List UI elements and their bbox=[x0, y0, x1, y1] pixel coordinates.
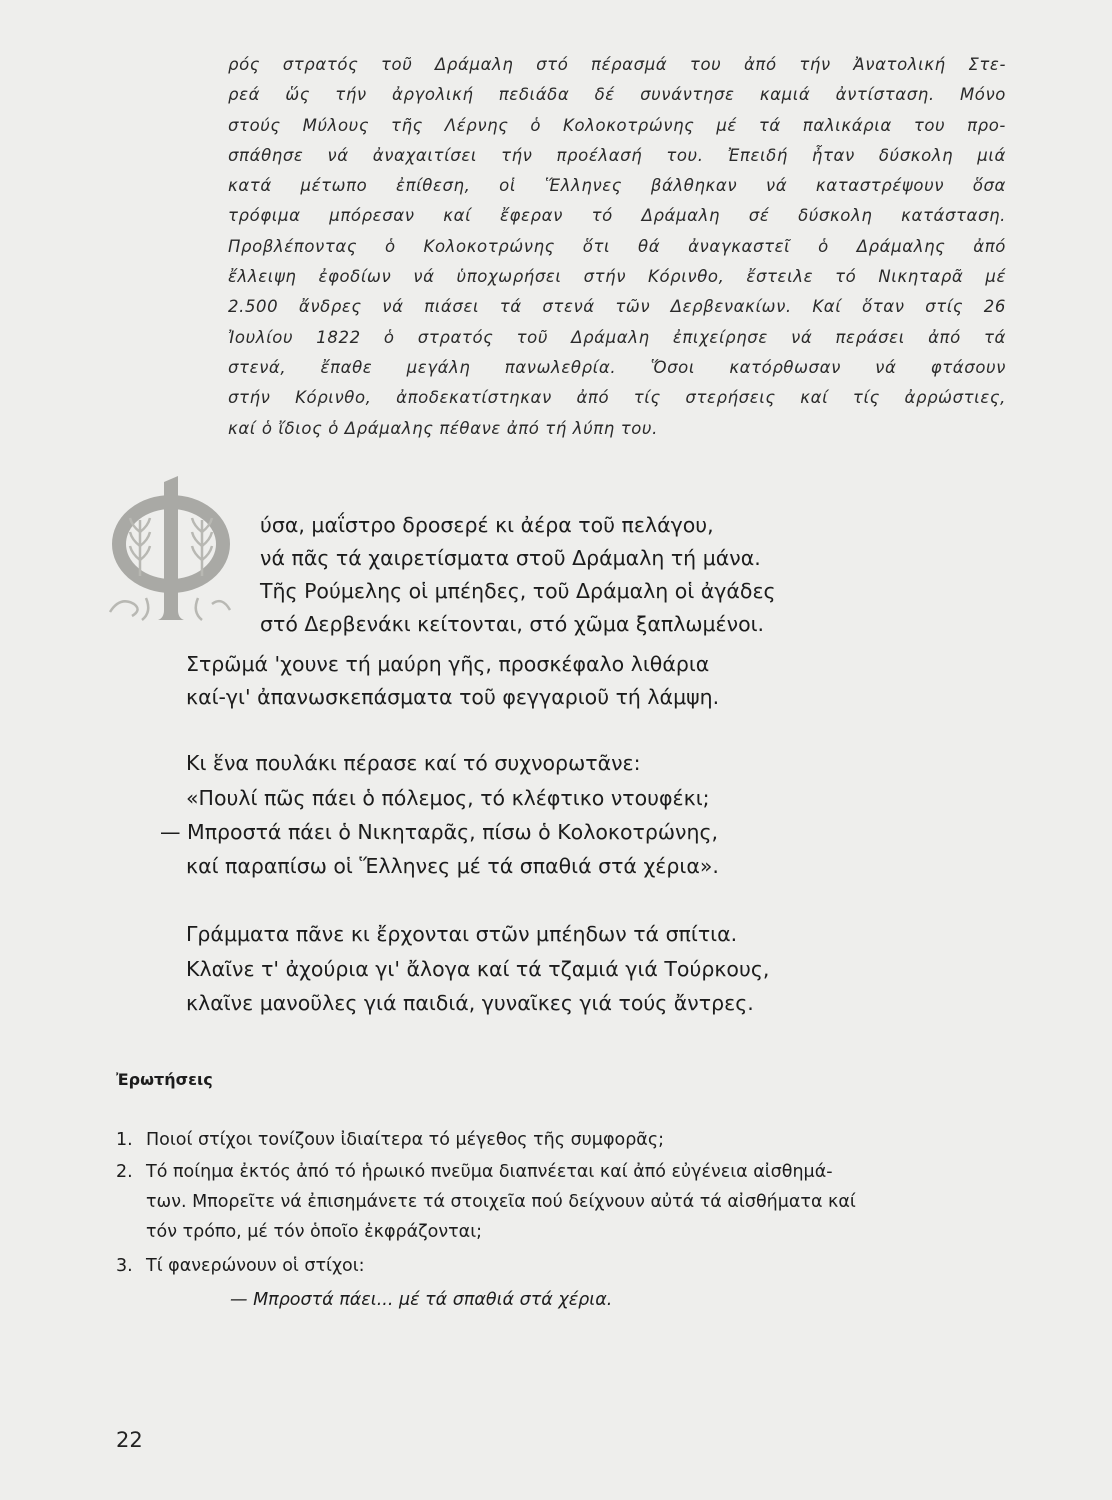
poem-line: νά πᾶς τά χαιρετίσματα στοῦ Δράμαλη τή μάνα. bbox=[260, 546, 761, 570]
questions-heading: Ἐρωτήσεις bbox=[116, 1070, 213, 1089]
poem-line: Τῆς Ρούμελης οἱ μπέηδες, τοῦ Δράμαλη οἱ ἀγάδες bbox=[260, 579, 776, 603]
intro-line: στούς Μύλους τῆς Λέρνης ὁ Κολοκοτρώνης μέ τά παλικάρια του προ- bbox=[228, 115, 1006, 135]
poem-line: στό Δερβενάκι κείτονται, στό χῶμα ξαπλωμένοι. bbox=[260, 612, 765, 636]
poem-line: Κλαῖνε τ' ἀχούρια γι' ἄλογα καί τά τζαμιά γιά Τούρκους, bbox=[186, 957, 770, 981]
drop-cap-phi bbox=[102, 472, 242, 632]
question-text: των. Μπορεῖτε νά ἐπισημάνετε τά στοιχεῖα πού δείχνουν αὐτά τά αἰσθήματα καί bbox=[146, 1192, 856, 1212]
intro-line: στήν Κόρινθο, ἀποδεκατίστηκαν ἀπό τίς στερήσεις καί τίς ἀρρώστιες, bbox=[228, 388, 1006, 408]
intro-line: καί ὁ ἴδιος ὁ Δράμαλης πέθανε ἀπό τή λύπη του. bbox=[228, 418, 658, 438]
intro-line: 2.500 ἄνδρες νά πιάσει τά στενά τῶν Δερβενακίων. Καί ὅταν στίς 26 bbox=[228, 297, 1006, 317]
poem-line: κλαῖνε μανοῦλες γιά παιδιά, γυναῖκες γιά τούς ἄντρες. bbox=[186, 991, 754, 1015]
poem-line: ύσα, μαΐστρο δροσερέ κι ἀέρα τοῦ πελάγου, bbox=[260, 513, 714, 537]
ornate-phi-letter bbox=[102, 472, 242, 632]
intro-line: στενά, ἔπαθε μεγάλη πανωλεθρία. Ὅσοι κατόρθωσαν νά φτάσουν bbox=[228, 357, 1006, 377]
intro-line: Προβλέποντας ὁ Κολοκοτρώνης ὅτι θά ἀναγκαστεῖ ὁ Δράμαλης ἀπό bbox=[228, 236, 1006, 256]
poem-line: «Πουλί πῶς πάει ὁ πόλεμος, τό κλέφτικο ντουφέκι; bbox=[186, 786, 710, 810]
intro-line: ρεά ὥς τήν ἀργολική πεδιάδα δέ συνάντησε καμιά ἀντίσταση. Μόνο bbox=[228, 85, 1006, 105]
intro-line: Ἰουλίου 1822 ὁ στρατός τοῦ Δράμαλη ἐπιχείρησε νά περάσει ἀπό τά bbox=[228, 327, 1006, 347]
question-number: 1. bbox=[116, 1130, 133, 1150]
intro-line: τρόφιμα μπόρεσαν καί ἔφεραν τό Δράμαλη σέ δύσκολη κατάσταση. bbox=[228, 206, 1006, 226]
question-text: τόν τρόπο, μέ τόν ὁποῖο ἐκφράζονται; bbox=[146, 1222, 483, 1242]
poem-line: Στρῶμά 'χουνε τή μαύρη γῆς, προσκέφαλο λιθάρια bbox=[186, 652, 710, 676]
question-quote: — Μπροστά πάει... μέ τά σπαθιά στά χέρια. bbox=[230, 1290, 613, 1310]
intro-line: κατά μέτωπο ἐπίθεση, οἱ Ἕλληνες βάλθηκαν νά καταστρέψουν ὅσα bbox=[228, 176, 1006, 196]
poem-line: καί-γι' ἀπανωσκεπάσματα τοῦ φεγγαριοῦ τή λάμψη. bbox=[186, 685, 720, 709]
poem-line: Γράμματα πᾶνε κι ἔρχονται στῶν μπέηδων τά σπίτια. bbox=[186, 922, 738, 946]
question-text: Τί φανερώνουν οἱ στίχοι: bbox=[146, 1256, 365, 1276]
poem-line: Κι ἕνα πουλάκι πέρασε καί τό συχνορωτᾶνε: bbox=[186, 751, 641, 775]
question-number: 3. bbox=[116, 1256, 133, 1276]
intro-line: ρός στρατός τοῦ Δράμαλη στό πέρασμά του ἀπό τήν Ἀνατολική Στε- bbox=[228, 55, 1006, 74]
poem-line: — Μπροστά πάει ὁ Νικηταρᾶς, πίσω ὁ Κολοκοτρώνης, bbox=[160, 820, 719, 844]
intro-line: ἔλλειψη ἐφοδίων νά ὑποχωρήσει στήν Κόρινθο, ἔστειλε τό Νικηταρᾶ μέ bbox=[228, 267, 1006, 287]
question-number: 2. bbox=[116, 1162, 133, 1182]
intro-line: σπάθησε νά ἀναχαιτίσει τήν προέλασή του. Ἐπειδή ἦταν δύσκολη μιά bbox=[228, 145, 1006, 165]
question-text: Τό ποίημα ἐκτός ἀπό τό ἡρωικό πνεῦμα διαπνέεται καί ἀπό εὐγένεια αἰσθημά- bbox=[146, 1162, 833, 1182]
poem-line: καί παραπίσω οἱ Ἕλληνες μέ τά σπαθιά στά χέρια». bbox=[186, 854, 719, 878]
intro-paragraph bbox=[228, 50, 1006, 444]
page-number: 22 bbox=[116, 1428, 143, 1452]
question-text: Ποιοί στίχοι τονίζουν ἰδιαίτερα τό μέγεθος τῆς συμφορᾶς; bbox=[146, 1130, 665, 1150]
